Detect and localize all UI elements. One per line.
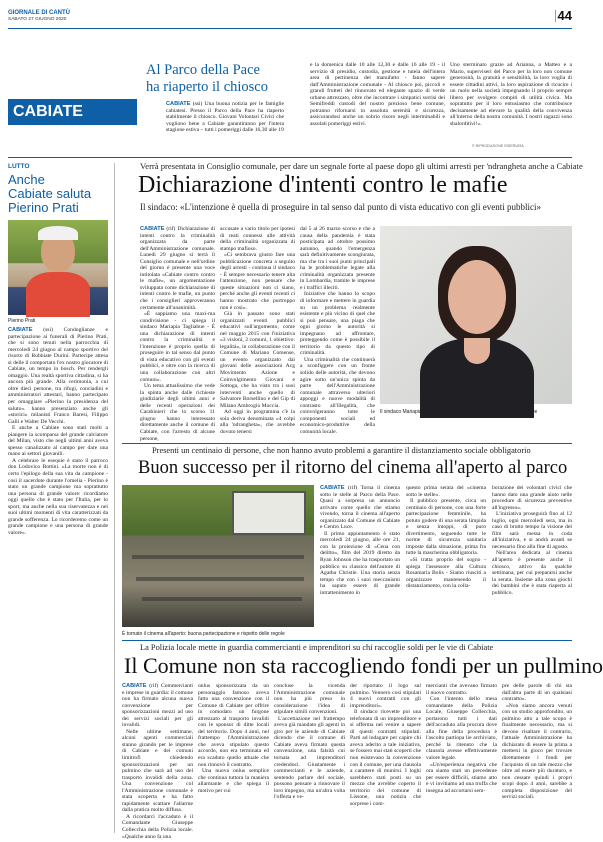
lutto-body: CABIATE (ssi) Condoglianze e partecipazione ai funerali di Pierino Prati, che si sono tenuti nella parrocchia di mercoledì 24 giugno al campo sportivo del risorto di Robbiate Durini. Partecipe attesa si delle il comportato l'ex nostro giocatore di Cabiate, un tempo in bosch. Per rendergli omaggio. Una realtà sportiva cittadina, si ha ancora più grande. Alla cerimonia, a cui oltre dieci persone, tra rifugi, conciadini e amministratori attestari, hanno partecipato per omaggiare «Pierino la presidenza del saluto». hanno presenziato anche gli «storici» milanisti Franco Baresi, Filippo Galli e Walter De Vecchi. E anche a Cabiate sono stati molti a piangere la scomparsa del grande calciatore del Milan, visto che negli ultimi anni aveva spesso canalizzato al campo per dare una mano ai settori giovanili. A celebrare le esequie è stato il parroco don Lodovico Bottini. «La morte non è di certo l'epilogo della sua vita da campione - così il sacerdote durante l'omelia - Pierino è stato un grande campione ma soprattutto una persona di grande valore: ricordiamo oggi quello che è stato per l'Italia, per lo sport, ma anche nella sua riservatezza e nei suoi ultimi momenti di vita caratterizzati da grande sofferenza. Lo ricorderemo come un grande campione e una persona di grande valore».: [8, 327, 108, 536]
cinema-lead: Presenti un centinaio di persone, che non hanno avuto problemi a garantire il distanziamento sociale obbligatorio: [152, 446, 531, 455]
copyright-note: © RIPRODUZIONE RISERVATA: [472, 144, 524, 148]
bottom-col-2: onlus sponsorizzata da un personaggio famoso aveva fatto una convenzione con il Comune di Cabiate per offrire in comodato un furgone attrezzato al trasporto invalidi con le sponsor di ditte locali del territorio. Dopo 4 anni, nel frattempo l'Amministrazione che aveva stipulato questo accordo, non era terminata ed era scaduto quello attuale che non rinnovò il contratto. Una nuova onlus semplice che continua tuttora la maniera allarmante e che spiega il motivo per cui: [198, 683, 269, 794]
page-number: 44: [557, 8, 572, 23]
prati-caption: Pierino Prati: [8, 318, 36, 324]
cinema-caption: È tornato il cinema all'aperto: buona partecipazione e rispetto delle regole: [122, 631, 285, 637]
main-headline: Dichiarazione d'intenti contro le mafie: [138, 172, 508, 198]
mayor-caption: Il sindaco Mariapia Tagliabue preannuncia il documento contro le mafie: [380, 409, 538, 415]
lutto-headline: Anche Cabiate saluta Pierino Prati: [8, 172, 92, 215]
top-col-2: e la domenica dalle 10 alle 12,30 e dalle 16 alle 19 - il servizio di presidio, custodia, gestione e tutela dell'intera area di pertinenza del manufatto - fanno sapere dall'Amministrazione comunale - Al chiosco poi, piccoli e grandi frutteti del rinnovato ed elegante spazio di verde urbano attrezzato, oltre che incontrare i simpatici sorrisi dei Semifreddi custodi del nostro prezioso bene comune, potranno rifornarsi in assoluta serenità e sicurezza, assicurandosi anche un sobrio risoro negli interminabili e assolati pomeriggi estivi.: [310, 62, 445, 127]
top-col-3: Uno sterminato grazie ad Arianna, a Matteo e a Mario, superviseri del Parco per la loro non comune generosità, la gratuità e sensibilità, la loro voglia di essere cittadini attivi, la loro aspirazione di ricucire i un ruolo nella società impegnando il proprio sempre libero per svolgere compiti di utilità civica. Ma sopratutto per il loro entusiasmo che contribuisce decisamente ad elevare la qualità della convivenza all'interno della nostra comunità. I nostri ragazzi sono sbalorditivi!».: [450, 62, 572, 127]
bottom-lead: La Polizia locale mette in guardia commercianti e imprenditori su chi raccoglie soldi per le vie di Cabiate: [140, 643, 494, 652]
bottom-col-5: mercianti che avevano firmato il nuovo contratto. Con l'intento dello mesa comandante della Polizia Locale, Giuseppe Collecchia, portarono tutti i dati dell'accaduto alla procura dove alla fine della procedura è l'ascolto partiopa lie archiviato, perché la ritenuto che la clausola avesse effettivamente valore legale. «Un'esperienza negativa che ora siamo stati un precedente per essere difficili, stiamo atto e vi invitiamo ad una truffa che insegna ad accortarsi sem-: [426, 683, 497, 794]
section-label: CABIATE: [8, 99, 137, 125]
main-lead: Verrà presentata in Consiglio comunale, per dare un segnale forte al paese dopo gli ultimi arresti per 'ndrangheta anche a Cabiate: [140, 161, 583, 171]
top-headline: Al Parco della Pace ha riaperto il chiosco: [146, 62, 268, 95]
prati-photo: [8, 220, 108, 315]
cinema-col-1: CABIATE (rif) Torna il cinema sotto le stelle al Parco della Pace. Quasi a sorpresa un annuncio arrivato come quello che stiamo vivendo, torna il cinema all'aperto organizzato dal Comune di Cabiate e Centro Luce. Il primo appuntamento è stato mercoledì 24 giugno, alle ore 21, con la proiezione di «Cena con delitto», film del 2019 diretto da Ryan Johnson che ha trasportato un pubblico su classico dell'autore di Agatha Christie. Una storia senza tempo che con i suoi meccanismi ha saputo essere di grande intrattenimento in: [320, 485, 400, 596]
cinema-col-3: borazione dei volontari civici che hanno dato una grande aiuto nelle procedure di sicurezza preventive all'ingresso». L'iniziativa proseguirà fino al 12 luglio, ogni mercoledì sera, ma in caso di brutto tempo la visione del film sarà messa in coda all'iniziativa, e si andrà avanti se necessario fino alla fine di agosto. Nell'area dedicata al cinema all'aperto è presente anche il chiosco, attivo da qualche settimana, per cui prepararsi anche la serata. Insieme alla zona giochi dei bambini che è stata riaperta al pubblico.: [492, 485, 572, 596]
lutto-label: LUTTO: [8, 163, 30, 170]
main-col-1: CABIATE (rif) Dichiarazione di intenti contro la criminalità organizzata da parte dell'Amministrazione comunale. Lunedì 29 giugno si terrà il Consiglio comunale e nell'ordine del giorno è presente una voce intitolata «Cabiate contro contro le mafie», un argomentazione sviluppata come dichiarazione di intenti contro le mafie, un punto che i consiglieri approveranno certamente all'unanimità. «È sappiamo una maxi-ma condivisione - ci spiega il sindaco Mariapia Tagliabue - È una dichiarazione di intenti contro la criminalità e l'intenzione è proprio quella di proseguire in tal senso dal punto di vista educativo con gli eventi pubblici, e oltre con la ricerca di una collaborazione con altri comuni». Un tema attualissimo che vede la spinta anche dalle richieste giudiziarie degli ultimi anni e delle recenti operazioni dei Carabinieri che lo scorso 11 giugno hanno interessato direttamente anche il comune di Cabiate, con l'arresto di alcune persone,: [140, 226, 215, 442]
paper-name: GIORNALE DI CANTÙ: [8, 10, 70, 16]
main-subhead: Il sindaco: «L'intenzione è quella di proseguire in tal senso dal punto di vista educativo con gli eventi pubblici»: [140, 202, 542, 212]
mayor-photo: [380, 226, 572, 404]
bottom-col-3: concluse la vicenda l'Amministrazione comunale non ha più preso in considerazione l'idea di stipulare simili convenzioni. L'accettazione nel frattempo aveva già mandato gli agenti in giro per le aziende di Cabiate dicendo che il comune di Cabiate aveva firmato questa convenzione, una falsità cui tornata ad imprenditori credendoci. Giustamente i commercianti e le aziende, sentendo parlare del sociale, possono pensare a rinnovare il loro impegno, ma un'altra volta l'offerta e ve-: [274, 683, 345, 801]
bottom-col-4: der riportato il logo sul pulmino. Vennero così stipulati 4 nuovi contratti con gli imprenditori». Il sindaco ricevette poi una telefonata di un imprenditore e si afferma nel venire a sapere di questi contratti stipulati. Parti ad indagare per capire chi aveva aderito a tale iniziativa, se fossero mai stati scoperti che non esistevano la convenzione con il comune, per una clausola a carattere di munirsi. I loghi sarebbero stati posti su un mezzo che avrebbe coperto il territorio del comune di Lissone, una notizia che sorprese i com-: [350, 683, 421, 807]
top-col-1: CABIATE (ssi) Una buona notizia per le famiglie cabiatesi. Presso il Parco della Pace ha riaperto stabilmente il chiosco. Giovani Volontari Civici che vogliono bene a Cabiate garantiranno per l'intera stagione estiva – tutti i pomeriggi dalle 16,30 alle 19: [166, 101, 284, 134]
bottom-col-6: pre delle parole di chi sta dall'altra parte di un qualsiasi contratto». «Non siamo ancora venuti con un studio approfondito, un pulmino atto a tale scopo è finalmente necessario, ma si devono risaltare il contrario, l'attuale Amministrazione ha dichiarato di essere la prima a mettersi in gioco per trovare direttamente i fondi per l'acquisto di un tale mezzo che oltre ad essere più duraturo, e non cessare quindi i propri scopi dopo 4 anni, sarebbe a completa disposizione del servizi sociali.: [502, 683, 572, 801]
cinema-headline: Buon successo per il ritorno del cinema all'aperto al parco: [138, 458, 568, 478]
cinema-photo: [122, 485, 314, 627]
main-col-3: dal 5 al 26 marzo scorso e che a causa della pandemia è stata posticipata ad ottobre possimo autunno, quando l'emergenza sarà definitivamente scongiurata, ma che tra i suoi punti principali ha le problematiche legate alla criminalità organizzata presente in Lombardia, tramite le imprese e i traffici illeciti. Iniziative che hanno lo scopo di informare e mettere in guardia su un problema realmente esistente e più vicino di quel che si può pensare, una piaga che ogni giorno le autorità si impegnano ad affrontare, proteggendo come è possibile il territorio da questo tipo di criminalità. Una criminalità che continuerà a sconfiggere con un fronte solido delle autorità, che devono agire sotto un'unica spinta da parte dell'Amministrazione comunale attraverso ulteriori appoggi e nuove modalità di contrasto all'illegalità, che coinvolgeranno tutte le componenti sociali ed economico-produttive della comunità locale.: [300, 226, 375, 435]
bottom-col-1: CABIATE (rif) Commercianti e imprese in guardia: il comune non ha firmato alcuna nuova convenzione per sponsorizzazioni mezzi ad uso dei servizi sociali per gli invalidi. Nelle ultime settimane, alcuni agenti commerciali stanno girando per le imprese di Cabiate e dei comuni limitrofi chiedendo sponsorizzazioni per un pulmino che sarà ad uso del trasporto invalidi della zona. Una convenzione col l'Amministrazione comunale è stata scoperta e ha fatto rapidamente scattare l'allarme dalla pratica molto diffusa. A ricordarci l'accaduto è il Comandante Giuseppe Collecchia della Polizia locale. «Qualche anno fa una: [122, 683, 193, 840]
bottom-headline: Il Comune non sta raccogliendo fondi per un pullmino: [124, 653, 603, 678]
cinema-col-2: questo prima serata del «cinema sotto le stelle». Il pubblico presente, circa un centinaio di persone, con una forte partecipazione femminile, ha potuto godere di una serata limpida e senza intoppi, di puro divertimento, seguendo tutte le norme di sicurezza sanitaria imposte dalla situazione, prima fra tutte la mascherina obbligatoria. «Si tratta proprio del sogno - spiega l'assessore alla Cultura Rosamaria Bolis - Siamo riusciti a organizzare mantenendo il distanziamento, con la colla-: [406, 485, 486, 590]
issue-date: SABATO 27 GIUGNO 2020: [8, 17, 67, 22]
main-col-2: accusate a vario titolo per ipotesi di reati connessi alle attività della criminalità organizzata di stampo mafioso. «Ci sembrava giusto fare una pubblicazione concreta a seguito degli arresti - continua il sindaco - È sempre necessario tenere alta l'attenzione, non pensare che queste situazioni non ci siano, perché anche gli eventi recenti ci hanno mostrato che purtroppo non è così». Già in passato sono stati organizzati eventi pubblici educativi sull'argomento, come nel maggio 2015 con l'iniziativa «3 visioni, 2 comuni, 1 obiettivo: legalità», in collaborazione con il Comune di Mariano Comense, un evento organizzato dai giovani delle associazioni Acg Movimento Azione e Coinvolgimento Giovani e Sottoga, che ha visto tra i suoi interventi anche quello di Salvatore Borsellino e del Gip di Milano Ambrogio Moccia. Ad oggi in programma c'è la sola deriva denominata «4 colpi alla 'ndrangheta», che avrebbe dovuto tenersi: [220, 226, 295, 435]
